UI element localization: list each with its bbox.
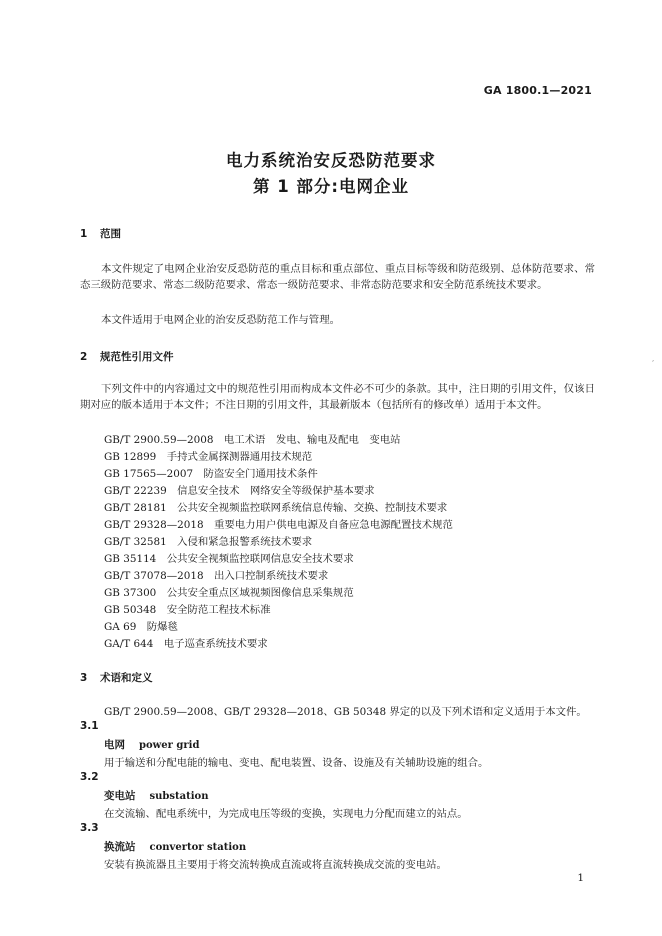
reference-title: 电工术语 发电、输电及配电 变电站 <box>223 434 401 446</box>
term-chinese: 变电站 <box>104 790 136 802</box>
reference-code: GB/T 37078—2018 <box>104 570 204 582</box>
reference-title: 防爆毯 <box>146 621 178 633</box>
reference-item <box>104 465 318 480</box>
section-heading-normative-references <box>80 349 174 364</box>
reference-title: 重要电力用户供电电源及自备应急电源配置技术规范 <box>213 519 453 531</box>
section-number: 2 <box>80 351 88 363</box>
section-number: 1 <box>80 228 88 240</box>
reference-item <box>104 482 375 497</box>
standard-code: GA 1800.1—2021 <box>483 84 592 97</box>
reference-code: GA/T 644 <box>104 638 154 650</box>
term-english: substation <box>149 791 209 802</box>
reference-code: GB 12899 <box>104 451 157 463</box>
term-english: power grid <box>139 740 200 751</box>
reference-code: GB 50348 <box>104 604 157 616</box>
term-definition: 在交流输、配电系统中，为完成电压等级的变换，实现电力分配而建立的站点。 <box>104 808 468 820</box>
page-number: 1 <box>577 872 584 884</box>
reference-code: GB 35114 <box>104 553 157 565</box>
reference-title: 防盗安全门通用技术条件 <box>203 468 318 480</box>
term-chinese: 换流站 <box>104 841 136 853</box>
reference-title: 手持式金属探测器通用技术规范 <box>166 451 313 463</box>
reference-item <box>104 584 354 599</box>
reference-code: GB/T 29328—2018 <box>104 519 204 531</box>
section-heading-terms-definitions <box>80 670 153 685</box>
reference-item <box>104 516 453 531</box>
term-definition: 安装有换流器且主要用于将交流转换成直流或将直流转换成交流的变电站。 <box>104 859 447 871</box>
clause-number: 3.1 <box>80 720 99 732</box>
reference-title: 公共安全视频监控联网信息安全技术要求 <box>166 553 354 565</box>
scope-paragraph-1: 本文件规定了电网企业治安反恐防范的重点目标和重点部位、重点目标等级和防范级别、总体防范要求、常态三级防范要求、常态二级防范要求、常态一级防范要求、非常态防范要求和安全防范系统技术要求。 <box>80 263 595 291</box>
reference-title: 出入口控制系统技术要求 <box>213 570 329 582</box>
section-title: 术语和定义 <box>100 672 153 684</box>
reference-item <box>104 618 178 633</box>
reference-title: 安全防范工程技术标准 <box>166 604 271 616</box>
reference-title: 公共安全重点区域视频图像信息采集规范 <box>166 587 354 599</box>
section-title: 范围 <box>100 228 121 240</box>
reference-code: GB/T 28181 <box>104 502 167 514</box>
reference-code: GA 69 <box>104 621 137 633</box>
reference-title: 信息安全技术 网络安全等级保护基本要求 <box>177 485 375 497</box>
reference-code: GB 17565—2007 <box>104 468 194 480</box>
term-definition: 用于输送和分配电能的输电、变电、配电装置、设备、设施及有关辅助设施的组合。 <box>104 757 489 769</box>
reference-code: GB/T 22239 <box>104 485 167 497</box>
reference-item <box>104 499 447 514</box>
term-entry <box>104 839 246 854</box>
reference-item <box>104 448 312 463</box>
reference-title: 入侵和紧急报警系统技术要求 <box>177 536 313 548</box>
document-subtitle: 第 1 部分:电网企业 <box>252 177 410 196</box>
term-english: convertor station <box>149 842 247 853</box>
section-heading-scope <box>80 226 121 241</box>
reference-item <box>104 533 312 548</box>
reference-item <box>104 550 354 565</box>
reference-item <box>104 431 401 446</box>
reference-item <box>104 601 271 616</box>
scope-paragraph-2: 本文件适用于电网企业的治安反恐防范工作与管理。 <box>101 314 340 326</box>
document-title: 电力系统治安反恐防范要求 <box>226 151 436 170</box>
term-chinese: 电网 <box>104 739 125 751</box>
section-number: 3 <box>80 672 88 684</box>
reference-item <box>104 567 328 582</box>
terms-intro: GB/T 2900.59—2008、GB/T 29328—2018、GB 50348 界定的以及下列术语和定义适用于本文件。 <box>104 706 587 718</box>
reference-item <box>104 635 268 650</box>
reference-code: GB/T 32581 <box>104 536 167 548</box>
reference-title: 电子巡查系统技术要求 <box>163 638 268 650</box>
references-intro-paragraph: 下列文件中的内容通过文中的规范性引用而构成本文件必不可少的条款。其中，注日期的引用文件，仅该日期对应的版本适用于本文件；不注日期的引用文件，其最新版本（包括所有的修改单）适用于本文件。 <box>80 383 595 411</box>
reference-title: 公共安全视频监控联网系统信息传输、交换、控制技术要求 <box>177 502 448 514</box>
clause-number: 3.3 <box>80 822 99 834</box>
clause-number: 3.2 <box>80 771 99 783</box>
term-entry <box>104 788 208 803</box>
reference-code: GB/T 2900.59—2008 <box>104 434 214 446</box>
reference-code: GB 37300 <box>104 587 157 599</box>
term-entry <box>104 737 199 752</box>
margin-mark: , <box>652 355 655 363</box>
section-title: 规范性引用文件 <box>100 351 174 363</box>
